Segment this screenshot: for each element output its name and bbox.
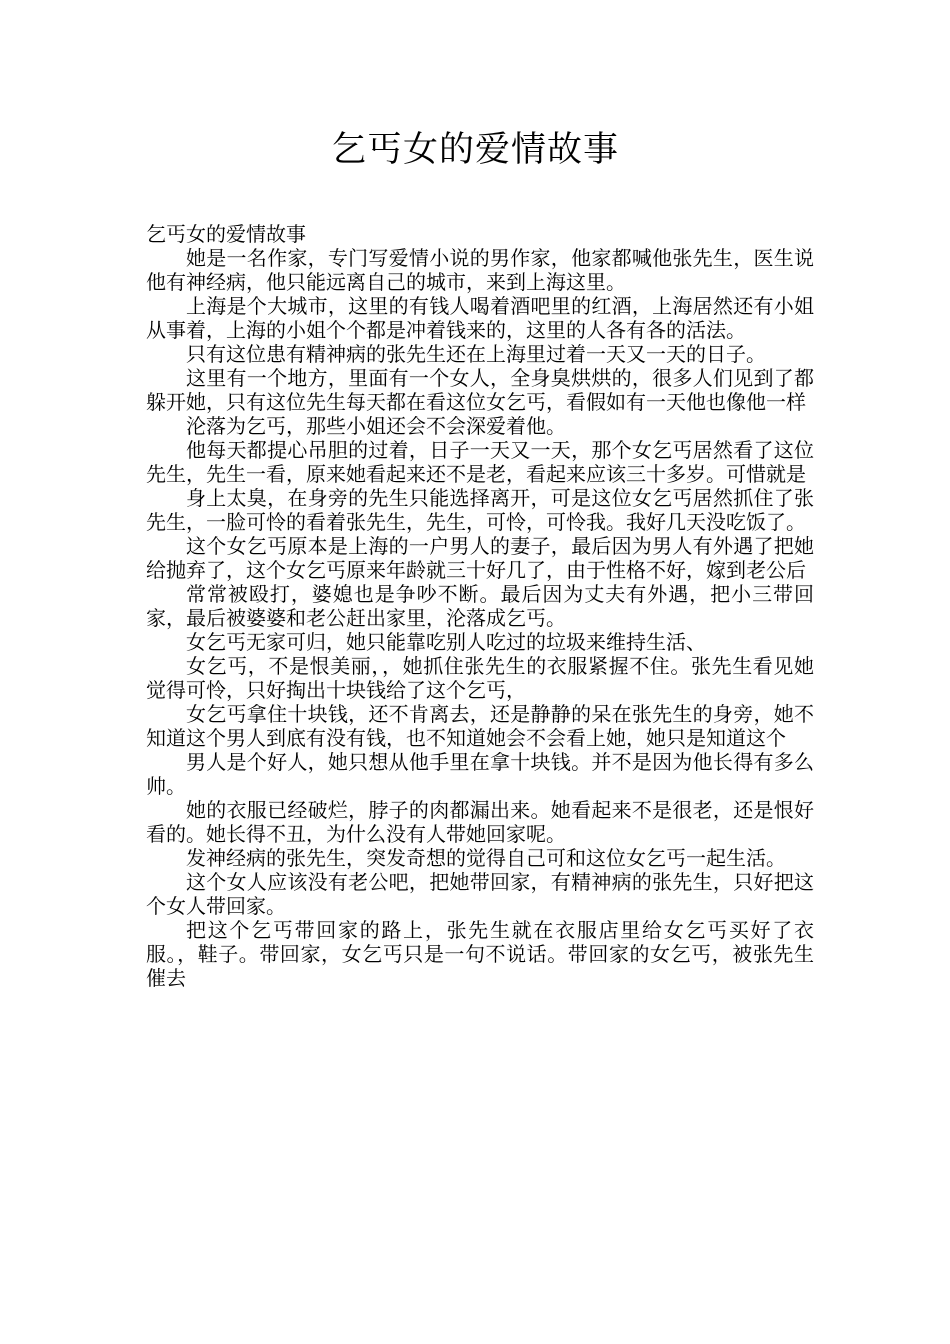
paragraph: 女乞丐无家可归，她只能靠吃别人吃过的垃圾来维持生活、 <box>186 630 706 654</box>
paragraph: 女乞丐，不是恨美丽，，她抓住张先生的衣服紧握不住。张先生看见她觉得可怜，只好掏出十块钱给了这个乞丐， <box>146 654 814 702</box>
paragraph: 上海是个大城市，这里的有钱人喝着酒吧里的红酒，上海居然还有小姐从事着，上海的小姐个个都是冲着钱来的，这里的人各有各的活法。 <box>146 294 814 342</box>
paragraph: 女乞丐拿住十块钱，还不肯离去，还是静静的呆在张先生的身旁，她不知道这个男人到底有没有钱，也不知道她会不会看上她，她只是知道这个 <box>146 702 814 750</box>
paragraph: 发神经病的张先生，突发奇想的觉得自己可和这位女乞丐一起生活。 <box>186 846 786 870</box>
paragraph: 这个女乞丐原本是上海的一户男人的妻子，最后因为男人有外遇了把她给抛弃了，这个女乞丐原来年龄就三十好几了，由于性格不好，嫁到老公后 <box>146 534 814 582</box>
paragraph: 常常被殴打，婆媳也是争吵不断。最后因为丈夫有外遇，把小三带回家，最后被婆婆和老公赶出家里，沦落成乞丐。 <box>146 582 814 630</box>
paragraph: 男人是个好人，她只想从他手里在拿十块钱。并不是因为他长得有多么帅。 <box>146 750 814 798</box>
paragraph: 她是一名作家，专门写爱情小说的男作家，他家都喊他张先生，医生说他有神经病，他只能远离自己的城市，来到上海这里。 <box>146 246 814 294</box>
document-title: 乞丐女的爱情故事 <box>330 130 619 170</box>
paragraph: 把这个乞丐带回家的路上，张先生就在衣服店里给女乞丐买好了衣服。，鞋子。带回家，女乞丐只是一句不说话。带回家的女乞丐，被张先生催去 <box>146 918 814 990</box>
document-body <box>146 222 814 990</box>
paragraph: 身上太臭，在身旁的先生只能选择离开，可是这位女乞丐居然抓住了张先生，一脸可怜的看着张先生，先生，可怜，可怜我。我好几天没吃饭了。 <box>146 486 814 534</box>
paragraph: 她的衣服已经破烂，脖子的肉都漏出来。她看起来不是很老，还是恨好看的。她长得不丑，为什么没有人带她回家呢。 <box>146 798 814 846</box>
paragraph: 只有这位患有精神病的张先生还在上海里过着一天又一天的日子。 <box>186 342 766 366</box>
paragraph: 这里有一个地方，里面有一个女人，全身臭烘烘的，很多人们见到了都躲开她，只有这位先生每天都在看这位女乞丐，看假如有一天他也像他一样 <box>146 366 814 414</box>
paragraph: 沦落为乞丐，那些小姐还会不会深爱着他。 <box>186 414 566 438</box>
subtitle-line: 乞丐女的爱情故事 <box>146 222 306 246</box>
paragraph: 他每天都提心吊胆的过着，日子一天又一天，那个女乞丐居然看了这位先生，先生一看，原来她看起来还不是老，看起来应该三十多岁。可惜就是 <box>146 438 814 486</box>
paragraph: 这个女人应该没有老公吧，把她带回家，有精神病的张先生，只好把这个女人带回家。 <box>146 870 814 918</box>
